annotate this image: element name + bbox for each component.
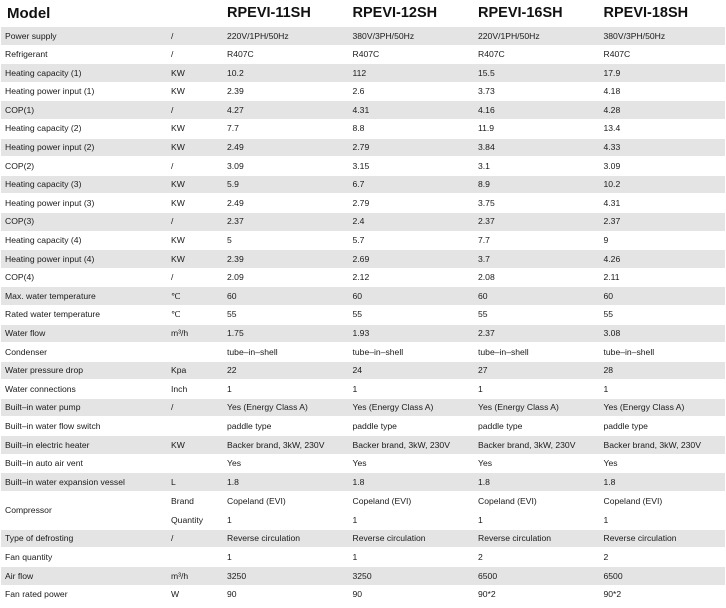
row-value: 4.16 xyxy=(474,101,600,120)
table-row xyxy=(1,82,725,101)
header-row xyxy=(1,0,725,27)
row-value: 2.79 xyxy=(349,138,475,157)
row-value: 2.11 xyxy=(600,268,726,287)
row-value: 3.7 xyxy=(474,250,600,269)
table-row xyxy=(1,454,725,473)
row-label: Heating capacity (1) xyxy=(1,64,167,83)
row-value: 3.75 xyxy=(474,194,600,213)
table-row xyxy=(1,175,725,194)
row-value: Reverse circulation xyxy=(600,529,726,548)
row-value: 5 xyxy=(223,231,349,250)
row-value: 1.75 xyxy=(223,324,349,343)
row-value: 8.9 xyxy=(474,175,600,194)
row-label: Fan rated power xyxy=(1,585,167,604)
row-value: 2.37 xyxy=(223,212,349,231)
row-value: 9 xyxy=(600,231,726,250)
table-row xyxy=(1,473,725,492)
compressor-quantity-value: 1 xyxy=(349,510,475,529)
table-row xyxy=(1,436,725,455)
compressor-brand-value: Copeland (EVI) xyxy=(600,491,726,510)
spec-table xyxy=(1,0,725,604)
compressor-brand-value: Copeland (EVI) xyxy=(474,491,600,510)
row-label: COP(3) xyxy=(1,212,167,231)
row-value: Yes xyxy=(474,454,600,473)
row-value: 380V/3PH/50Hz xyxy=(600,27,726,46)
table-row xyxy=(1,305,725,324)
row-value: 1 xyxy=(223,380,349,399)
row-value: 28 xyxy=(600,361,726,380)
row-value: 5.7 xyxy=(349,231,475,250)
row-value: 1.8 xyxy=(474,473,600,492)
row-unit: ℃ xyxy=(167,287,223,306)
row-label: Rated water temperature xyxy=(1,305,167,324)
table-row xyxy=(1,361,725,380)
row-value: 90 xyxy=(223,585,349,604)
table-row xyxy=(1,231,725,250)
row-value: paddle type xyxy=(349,417,475,436)
row-unit: KW xyxy=(167,231,223,250)
table-row xyxy=(1,417,725,436)
row-label: Heating capacity (4) xyxy=(1,231,167,250)
row-label: Air flow xyxy=(1,567,167,586)
row-value: 2.69 xyxy=(349,250,475,269)
row-unit: Inch xyxy=(167,380,223,399)
row-value: 2.79 xyxy=(349,194,475,213)
row-value: R407C xyxy=(223,45,349,64)
row-unit xyxy=(167,343,223,362)
row-value: 3.1 xyxy=(474,157,600,176)
row-value: tube–in–shell xyxy=(474,343,600,362)
row-value: Yes (Energy Class A) xyxy=(600,398,726,417)
row-label: Built–in water expansion vessel xyxy=(1,473,167,492)
row-unit: KW xyxy=(167,82,223,101)
table-row xyxy=(1,27,725,46)
row-value: R407C xyxy=(600,45,726,64)
row-value: 2.09 xyxy=(223,268,349,287)
row-value: 1.93 xyxy=(349,324,475,343)
row-value: 1.8 xyxy=(223,473,349,492)
compressor-brand-value: Copeland (EVI) xyxy=(223,491,349,510)
row-value: 3250 xyxy=(223,567,349,586)
compressor-quantity-value: 1 xyxy=(474,510,600,529)
row-unit xyxy=(167,454,223,473)
row-value: 90*2 xyxy=(474,585,600,604)
row-value: 3.09 xyxy=(600,157,726,176)
row-value: 15.5 xyxy=(474,64,600,83)
table-row xyxy=(1,324,725,343)
row-value: 60 xyxy=(600,287,726,306)
row-label: Condenser xyxy=(1,343,167,362)
row-unit: KW xyxy=(167,250,223,269)
table-row xyxy=(1,343,725,362)
row-unit: / xyxy=(167,398,223,417)
row-unit: m³/h xyxy=(167,567,223,586)
table-row xyxy=(1,380,725,399)
row-value: 1 xyxy=(223,548,349,567)
row-unit: / xyxy=(167,529,223,548)
row-value: 3.84 xyxy=(474,138,600,157)
row-value: 1 xyxy=(349,380,475,399)
row-value: 10.2 xyxy=(600,175,726,194)
row-value: 2 xyxy=(474,548,600,567)
table-row xyxy=(1,45,725,64)
row-label: Heating power input (1) xyxy=(1,82,167,101)
compressor-quantity-value: 1 xyxy=(223,510,349,529)
table-row xyxy=(1,157,725,176)
table-row xyxy=(1,194,725,213)
compressor-label: Compressor xyxy=(1,491,167,529)
row-label: COP(2) xyxy=(1,157,167,176)
header-model: RPEVI-16SH xyxy=(474,0,600,27)
row-value: 3.73 xyxy=(474,82,600,101)
table-row xyxy=(1,529,725,548)
row-value: 17.9 xyxy=(600,64,726,83)
row-value: 6.7 xyxy=(349,175,475,194)
row-label: Water flow xyxy=(1,324,167,343)
row-value: Reverse circulation xyxy=(349,529,475,548)
row-unit: m³/h xyxy=(167,324,223,343)
row-value: 10.2 xyxy=(223,64,349,83)
row-value: 55 xyxy=(349,305,475,324)
row-unit: ℃ xyxy=(167,305,223,324)
row-value: Backer brand, 3kW, 230V xyxy=(223,436,349,455)
row-value: 7.7 xyxy=(223,119,349,138)
row-value: Reverse circulation xyxy=(474,529,600,548)
row-value: 3250 xyxy=(349,567,475,586)
row-label: Fan quantity xyxy=(1,548,167,567)
row-value: 6500 xyxy=(474,567,600,586)
row-label: Heating power input (4) xyxy=(1,250,167,269)
row-value: 22 xyxy=(223,361,349,380)
row-value: Yes xyxy=(223,454,349,473)
row-value: 4.28 xyxy=(600,101,726,120)
row-unit: KW xyxy=(167,436,223,455)
row-value: 2.37 xyxy=(474,212,600,231)
row-value: 2.39 xyxy=(223,82,349,101)
row-value: 1 xyxy=(349,548,475,567)
row-value: 5.9 xyxy=(223,175,349,194)
header-model: RPEVI-12SH xyxy=(349,0,475,27)
row-value: 27 xyxy=(474,361,600,380)
row-label: Heating power input (2) xyxy=(1,138,167,157)
row-value: 4.18 xyxy=(600,82,726,101)
table-row xyxy=(1,268,725,287)
row-value: 55 xyxy=(474,305,600,324)
row-value: 55 xyxy=(223,305,349,324)
row-unit: W xyxy=(167,585,223,604)
header-model: RPEVI-11SH xyxy=(223,0,349,27)
row-value: Backer brand, 3kW, 230V xyxy=(349,436,475,455)
row-value: 2 xyxy=(600,548,726,567)
row-value: 2.49 xyxy=(223,138,349,157)
table-row xyxy=(1,212,725,231)
row-value: 1 xyxy=(600,380,726,399)
compressor-brand-value: Copeland (EVI) xyxy=(349,491,475,510)
row-label: Built–in auto air vent xyxy=(1,454,167,473)
row-label: Max. water temperature xyxy=(1,287,167,306)
row-value: 380V/3PH/50Hz xyxy=(349,27,475,46)
row-value: paddle type xyxy=(474,417,600,436)
row-value: R407C xyxy=(474,45,600,64)
row-unit: L xyxy=(167,473,223,492)
row-value: 55 xyxy=(600,305,726,324)
row-value: Reverse circulation xyxy=(223,529,349,548)
row-unit xyxy=(167,548,223,567)
table-row xyxy=(1,567,725,586)
row-value: 4.31 xyxy=(349,101,475,120)
row-value: paddle type xyxy=(223,417,349,436)
row-value: 2.6 xyxy=(349,82,475,101)
row-value: 1.8 xyxy=(349,473,475,492)
row-value: 2.49 xyxy=(223,194,349,213)
row-unit: KW xyxy=(167,175,223,194)
row-value: 2.12 xyxy=(349,268,475,287)
row-value: 60 xyxy=(223,287,349,306)
row-value: 4.31 xyxy=(600,194,726,213)
row-value: Yes xyxy=(600,454,726,473)
row-label: Water pressure drop xyxy=(1,361,167,380)
row-label: Water connections xyxy=(1,380,167,399)
row-value: 4.26 xyxy=(600,250,726,269)
row-value: Yes (Energy Class A) xyxy=(223,398,349,417)
row-label: Refrigerant xyxy=(1,45,167,64)
row-value: 24 xyxy=(349,361,475,380)
row-unit: KW xyxy=(167,138,223,157)
row-value: 13.4 xyxy=(600,119,726,138)
spec-body xyxy=(1,27,725,604)
compressor-brand-label: Brand xyxy=(167,491,223,510)
row-label: Built–in water pump xyxy=(1,398,167,417)
compressor-quantity-value: 1 xyxy=(600,510,726,529)
row-unit: / xyxy=(167,101,223,120)
row-unit: KW xyxy=(167,194,223,213)
table-row xyxy=(1,398,725,417)
row-value: 8.8 xyxy=(349,119,475,138)
row-value: 3.09 xyxy=(223,157,349,176)
row-value: Yes (Energy Class A) xyxy=(349,398,475,417)
row-value: Yes (Energy Class A) xyxy=(474,398,600,417)
row-value: 60 xyxy=(474,287,600,306)
table-row xyxy=(1,119,725,138)
table-row xyxy=(1,491,725,510)
row-value: 7.7 xyxy=(474,231,600,250)
table-row xyxy=(1,101,725,120)
row-value: 2.37 xyxy=(474,324,600,343)
row-unit: / xyxy=(167,27,223,46)
row-value: 4.27 xyxy=(223,101,349,120)
row-label: COP(4) xyxy=(1,268,167,287)
compressor-quantity-label: Quantity xyxy=(167,510,223,529)
row-value: 2.39 xyxy=(223,250,349,269)
row-label: Heating capacity (3) xyxy=(1,175,167,194)
row-unit: / xyxy=(167,212,223,231)
row-value: 11.9 xyxy=(474,119,600,138)
row-value: tube–in–shell xyxy=(600,343,726,362)
row-unit xyxy=(167,417,223,436)
row-unit: Kpa xyxy=(167,361,223,380)
row-value: 2.37 xyxy=(600,212,726,231)
row-label: Built–in electric heater xyxy=(1,436,167,455)
table-row xyxy=(1,287,725,306)
row-value: 1.8 xyxy=(600,473,726,492)
table-row xyxy=(1,585,725,604)
row-label: Type of defrosting xyxy=(1,529,167,548)
table-row xyxy=(1,250,725,269)
row-value: 90*2 xyxy=(600,585,726,604)
row-value: 3.08 xyxy=(600,324,726,343)
row-unit: / xyxy=(167,157,223,176)
row-value: tube–in–shell xyxy=(349,343,475,362)
header-unit xyxy=(167,0,223,27)
row-value: 112 xyxy=(349,64,475,83)
table-row xyxy=(1,64,725,83)
row-value: Backer brand, 3kW, 230V xyxy=(474,436,600,455)
row-value: 220V/1PH/50Hz xyxy=(474,27,600,46)
row-value: 220V/1PH/50Hz xyxy=(223,27,349,46)
row-value: 1 xyxy=(474,380,600,399)
row-value: tube–in–shell xyxy=(223,343,349,362)
row-label: Power supply xyxy=(1,27,167,46)
row-unit: / xyxy=(167,45,223,64)
row-unit: KW xyxy=(167,119,223,138)
row-value: 6500 xyxy=(600,567,726,586)
row-unit: / xyxy=(167,268,223,287)
row-unit: KW xyxy=(167,64,223,83)
row-value: 90 xyxy=(349,585,475,604)
row-label: Heating capacity (2) xyxy=(1,119,167,138)
row-value: 4.33 xyxy=(600,138,726,157)
row-label: Heating power input (3) xyxy=(1,194,167,213)
row-label: COP(1) xyxy=(1,101,167,120)
table-row xyxy=(1,138,725,157)
row-value: 60 xyxy=(349,287,475,306)
row-label: Built–in water flow switch xyxy=(1,417,167,436)
row-value: Backer brand, 3kW, 230V xyxy=(600,436,726,455)
row-value: 2.08 xyxy=(474,268,600,287)
row-value: paddle type xyxy=(600,417,726,436)
row-value: 2.4 xyxy=(349,212,475,231)
table-row xyxy=(1,548,725,567)
row-value: 3.15 xyxy=(349,157,475,176)
row-value: Yes xyxy=(349,454,475,473)
header-label: Model xyxy=(1,0,167,27)
row-value: R407C xyxy=(349,45,475,64)
header-model: RPEVI-18SH xyxy=(600,0,726,27)
